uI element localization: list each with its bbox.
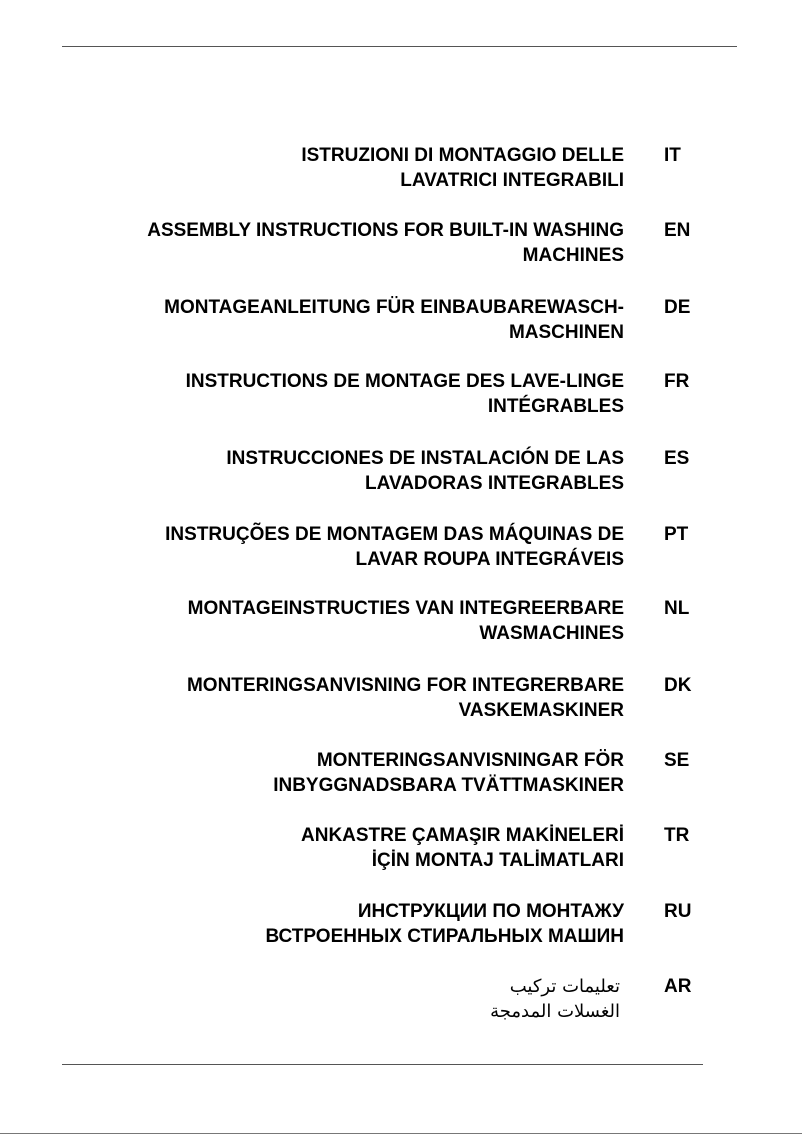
language-code: RU xyxy=(664,901,692,922)
entry-title: MONTERINGSANVISNING FOR INTEGRERBARE VASKEMASKINER xyxy=(186,675,624,721)
entry-title: INSTRUÇÕES DE MONTAGEM DAS MÁQUINAS DE LAVAR ROUPA INTEGRÁVEIS xyxy=(165,524,624,570)
entry-title: INSTRUCTIONS DE MONTAGE DES LAVE-LINGE INTÉGRABLES xyxy=(185,371,624,417)
language-code: PT xyxy=(664,524,689,545)
language-code: SE xyxy=(664,750,690,771)
entry-title: MONTAGEANLEITUNG FÜR EINBAUBAREWASCH- MASCHINEN xyxy=(164,297,624,343)
language-code: TR xyxy=(664,825,690,846)
language-code: AR xyxy=(664,976,692,997)
entry-title: MONTERINGSANVISNINGAR FÖR INBYGGNADSBARA TVÄTTMASKINER xyxy=(273,750,624,796)
entry-title: ISTRUZIONI DI MONTAGGIO DELLE LAVATRICI INTEGRABILI xyxy=(301,145,624,191)
bottom-divider xyxy=(62,1064,703,1065)
language-code: NL xyxy=(664,598,690,619)
entry-title: MONTAGEINSTRUCTIES VAN INTEGREERBARE WASMACHINES xyxy=(187,598,624,644)
entry-title: INSTRUCCIONES DE INSTALACIÓN DE LAS LAVADORAS INTEGRABLES xyxy=(226,448,624,494)
entry-title: ASSEMBLY INSTRUCTIONS FOR BUILT-IN WASHING MACHINES xyxy=(147,220,624,266)
entry-title: ИНСТРУКЦИИ ПО МОНТАЖУ ВСТРОЕННЫХ СТИРАЛЬНЫХ МАШИН xyxy=(265,901,624,947)
entry-title: تعليمات تركيب الغسلات المدمجة xyxy=(490,976,620,1022)
language-code: DK xyxy=(664,675,692,696)
language-code: FR xyxy=(664,371,690,392)
language-code: IT xyxy=(664,145,681,166)
language-code: DE xyxy=(664,297,691,318)
page-edge-line xyxy=(0,1133,802,1134)
entry-title: ANKASTRE ÇAMAŞIR MAKİNELERİ İÇİN MONTAJ TALİMATLARI xyxy=(301,825,624,871)
language-code: EN xyxy=(664,220,691,241)
top-divider xyxy=(62,46,737,47)
language-code: ES xyxy=(664,448,690,469)
